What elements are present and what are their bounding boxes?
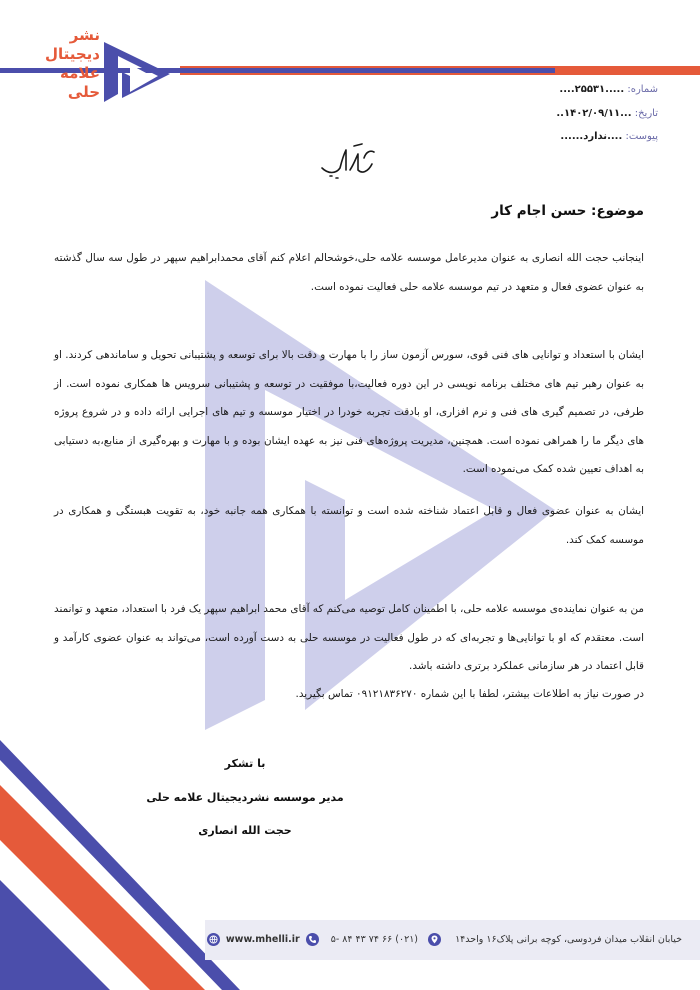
brand-name-line: نشر (69, 26, 100, 44)
paragraph-trust: ایشان به عنوان عضوی فعال و قابل اعتماد شناخته شده است و توانسته با همکاری همه جانبه خود، به تقویت هبستگی و همکاری در موسسه کمک کند. (54, 505, 644, 546)
footer-phone[interactable]: (۰۲۱) ۶۶ ۷۴ ۴۳ ۸۴ -۵ (330, 934, 419, 945)
footer-bar (205, 920, 700, 960)
letter-number-value: .....۲۵۵۳۱.... (559, 84, 625, 95)
paragraph-skills: ایشان با استعداد و توانایی های فنی قوی، سورس آزمون ساز را با مهارت و دقت بالا برای توسعه و پشتیبانی تحویل و ساماندهی کردند. او به عنوان رهبر تیم های مختلف برنامه نویسی در این دوره فعالیت،با موفقیت در توسعه و پشتیبانی سرویس ها همکاری نموده است. از طرفی، در تصمیم گیری های فنی و نرم افزاری، او بادقت تجربه خودرا در اختیار موسسه و تیم های اجرایی ارائه داده و در شروع پروژه های دیگر ما را همراهی نموده است. همچنین، مدیریت پروژه‌های فنی نیز به عهده ایشان بوده و با مهارت و بهره‌گیری از منابع،به دستیابی به اهداف تعیین شده کمک می‌نموده است. (54, 349, 644, 475)
footer-website-link[interactable]: www.mhelli.ir (225, 934, 300, 945)
letter-attachment-value: ....ندارد...... (560, 131, 623, 142)
signature-name: حجت الله انصاری (198, 824, 292, 837)
globe-icon (207, 933, 220, 946)
location-icon (428, 933, 441, 946)
letter-attachment (560, 131, 658, 142)
letter-date-value: ...۱۴۰۲/۰۹/۱۱.. (556, 108, 632, 119)
footer-address: خیابان انقلاب میدان فردوسی، کوچه برانی پلاک۱۶ واحد۱۴ (455, 934, 682, 945)
brand-logo-icon (100, 36, 174, 106)
paragraph-recommendation: من به عنوان نماینده‌ی موسسه علامه حلی، با اطمینان کامل توصیه می‌کنم که آقای محمد ابراهیم سپهر یک فرد با استعداد، متعهد و توانمند است. معتقدم که او با توانایی‌ها و تجربه‌ای که در طول فعالیت در موسسه حلی به دست آورده است، می‌تواند به عنوان عضوی کارآمد و قابل اعتماد در هر سازمانی عملکرد برتری داشته باشد. (54, 603, 644, 672)
brand-name (22, 26, 100, 102)
corner-decoration (0, 740, 240, 990)
paragraph-intro: اینجانب حجت الله انصاری به عنوان مدیرعامل موسسه علامه حلی،خوشحالم اعلام کنم آقای محمدابراهیم سپهر در طول سه سال گذشته به عنوان عضوی فعال و متعهد در تیم موسسه علامه حلی فعالیت نموده است. (54, 252, 644, 293)
subject-label: موضوع: (591, 203, 644, 219)
paragraph-contact: در صورت نیاز به اطلاعات بیشتر، لطفا با این شماره ۰۹۱۲۱۸۳۶۲۷۰ تماس بگیرید. (295, 688, 644, 700)
phone-icon (306, 933, 319, 946)
footer-contact-row (204, 933, 682, 946)
letter-date (556, 108, 658, 119)
brand-name-line: علامه (59, 64, 100, 82)
letter-number (559, 84, 658, 95)
letter-number-label: شماره: (627, 84, 658, 95)
signature-title: مدیر موسسه نشردیجیتال علامه حلی (146, 791, 344, 804)
signature-closing: با تشکر (224, 757, 266, 770)
calligraphy-heading-icon (318, 140, 378, 180)
subject-value: حسن اجام کار (491, 203, 587, 219)
subject-line (491, 203, 644, 219)
letter-attachment-label: پیوست: (625, 131, 658, 142)
brand-name-line: دیجیتال (44, 45, 100, 63)
letter-date-label: تاریخ: (634, 108, 658, 119)
brand-name-line: حلی (67, 83, 100, 101)
